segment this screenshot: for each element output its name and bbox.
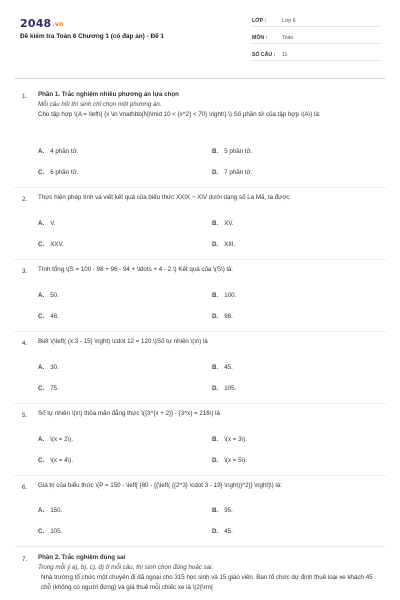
option-c[interactable]: [38, 528, 62, 535]
option-letter: C.: [38, 169, 45, 176]
question-divider: [14, 475, 386, 476]
option-text: 105.: [50, 528, 63, 535]
question-text: Số tự nhiên \(x\) thỏa mãn đẳng thức \({3^{x + 2}} - {3^x} = 216\) là: [38, 410, 220, 417]
option-d[interactable]: [212, 385, 236, 392]
question-number: 3.: [22, 268, 28, 275]
question-text: Cho tập hợp \(A = \left\{ {x \in \mathbb{N}\mid 10 < {x^2} < 70} \right\}.\) Số phần tử của tập hợp \(A\) là:: [38, 111, 321, 118]
option-letter: B.: [212, 436, 219, 443]
meta-value: Toán: [282, 35, 294, 41]
option-text: \(x = 2\).: [50, 436, 74, 443]
section-instruction: Mỗi câu hỏi thí sinh chỉ chọn một phương án.: [38, 101, 162, 108]
meta-row-subject: [252, 31, 380, 44]
option-d[interactable]: [212, 313, 233, 320]
option-text: 30.: [50, 364, 59, 371]
option-b[interactable]: [212, 507, 233, 514]
section-heading: Phần 2. Trắc nghiệm đúng sai: [38, 554, 126, 561]
option-letter: C.: [38, 457, 45, 464]
question-number: 5.: [22, 412, 28, 419]
option-letter: D.: [212, 385, 219, 392]
question-number: 4.: [22, 340, 28, 347]
option-letter: B.: [212, 292, 219, 299]
option-letter: B.: [212, 220, 219, 227]
option-letter: C.: [38, 241, 45, 248]
question-divider: [14, 259, 386, 260]
option-letter: A.: [38, 220, 45, 227]
meta-value: Lớp 6: [282, 18, 296, 24]
question-number: 7.: [22, 556, 28, 563]
question-body: [38, 90, 383, 120]
question-divider: [14, 187, 386, 188]
option-a[interactable]: [38, 364, 59, 371]
question-text: Biết \(\left( {x:3 - 15} \right) \cdot 12 = 120.\)Số tự nhiên \(x\) là: [38, 338, 208, 345]
option-text: 75.: [50, 385, 59, 392]
option-text: 98.: [224, 313, 233, 320]
option-letter: C.: [38, 385, 45, 392]
option-text: 105.: [224, 385, 237, 392]
option-text: 150.: [50, 507, 63, 514]
question-divider: [14, 546, 386, 547]
option-letter: A.: [38, 364, 45, 371]
option-text: XV.: [224, 220, 234, 227]
option-text: 100.: [224, 292, 237, 299]
option-text: 45.: [224, 364, 233, 371]
option-c[interactable]: [38, 241, 64, 248]
option-text: 5 phần tử.: [224, 148, 253, 155]
option-d[interactable]: [212, 528, 233, 535]
option-text: \(x = 4\).: [50, 457, 74, 464]
option-text: XXV.: [50, 241, 64, 248]
meta-key: SỐ CÂU :: [252, 52, 276, 58]
question-number: 2.: [22, 196, 28, 203]
option-a[interactable]: [38, 507, 62, 514]
option-text: 50.: [50, 292, 59, 299]
option-letter: A.: [38, 292, 45, 299]
question-divider: [14, 331, 386, 332]
site-logo[interactable]: [20, 17, 63, 30]
option-c[interactable]: [38, 385, 59, 392]
option-text: \(x = 3\).: [224, 436, 248, 443]
header-divider: [14, 78, 386, 79]
question-divider: [14, 403, 386, 404]
question-number: 1.: [22, 93, 28, 100]
option-a[interactable]: [38, 148, 78, 155]
meta-value: 11: [282, 52, 288, 58]
meta-row-count: [252, 48, 380, 61]
option-text: 6 phần tử.: [50, 169, 79, 176]
question-text: Giá trị của biểu thức \(P = 150 - \left[ {80 - {{\left( {{2^3} \cdot 3 - 19} \right)}^2}} \right]\) là:: [38, 482, 282, 489]
option-letter: D.: [212, 313, 219, 320]
logo-text: 2048: [20, 17, 52, 30]
option-letter: A.: [38, 148, 45, 155]
option-text: 45.: [224, 528, 233, 535]
option-b[interactable]: [212, 364, 233, 371]
option-text: XIII.: [224, 241, 236, 248]
option-text: \(x = 5\).: [224, 457, 248, 464]
option-letter: B.: [212, 364, 219, 371]
option-b[interactable]: [212, 148, 252, 155]
option-c[interactable]: [38, 457, 73, 464]
question-body: [38, 553, 383, 600]
option-text: V.: [50, 220, 56, 227]
option-letter: D.: [212, 241, 219, 248]
option-letter: A.: [38, 436, 45, 443]
option-b[interactable]: [212, 436, 247, 443]
option-letter: B.: [212, 148, 219, 155]
option-letter: D.: [212, 169, 219, 176]
page-header: [0, 0, 400, 78]
option-text: 4 phần tử.: [50, 148, 79, 155]
document-title: Đề kiểm tra Toán 6 Chương 1 (có đáp án) - Đề 1: [20, 33, 164, 40]
section-heading: Phần 1. Trắc nghiệm nhiều phương án lựa chọn: [38, 91, 179, 98]
option-a[interactable]: [38, 220, 55, 227]
option-letter: A.: [38, 507, 45, 514]
option-b[interactable]: [212, 220, 234, 227]
question-text: Thực hiện phép tính và viết kết quả của biểu thức XXIX − XIV dưới dạng số La Mã, ta được: [38, 194, 290, 201]
option-a[interactable]: [38, 436, 73, 443]
section-instruction: Trong mỗi ý a), b), c), d) ở mỗi câu, thí sinh chọn đúng hoặc sai.: [38, 564, 214, 571]
option-text: 95.: [224, 507, 233, 514]
option-letter: C.: [38, 313, 45, 320]
option-letter: B.: [212, 507, 219, 514]
option-letter: D.: [212, 528, 219, 535]
meta-key: MÔN :: [252, 35, 268, 41]
meta-key: LỚP :: [252, 18, 267, 24]
option-d[interactable]: [212, 457, 247, 464]
option-d[interactable]: [212, 169, 252, 176]
logo-tld: .vn: [52, 21, 64, 28]
option-c[interactable]: [38, 169, 78, 176]
option-text: 48.: [50, 313, 59, 320]
option-b[interactable]: [212, 292, 236, 299]
meta-row-grade: [252, 14, 380, 27]
option-d[interactable]: [212, 241, 235, 248]
meta-panel: [252, 14, 380, 65]
question-text: Tính tổng \(S = 100 - 98 + 96 - 94 + \ldots + 4 - 2.\) Kết quả của \(S\) là:: [38, 266, 234, 273]
option-a[interactable]: [38, 292, 59, 299]
option-c[interactable]: [38, 313, 59, 320]
question-number: 6.: [22, 484, 28, 491]
option-letter: C.: [38, 528, 45, 535]
option-text: 7 phần tử.: [224, 169, 253, 176]
question-text: Nhà trường tổ chức một chuyến đi dã ngoại cho 315 học sinh và 15 giáo viên. Ban tổ chức dự định thuê loại xe khách 45 chỗ (không có người đứng) và giá thuê mỗi chiếc xe là \(2{\rm{: [41, 574, 373, 591]
option-letter: D.: [212, 457, 219, 464]
